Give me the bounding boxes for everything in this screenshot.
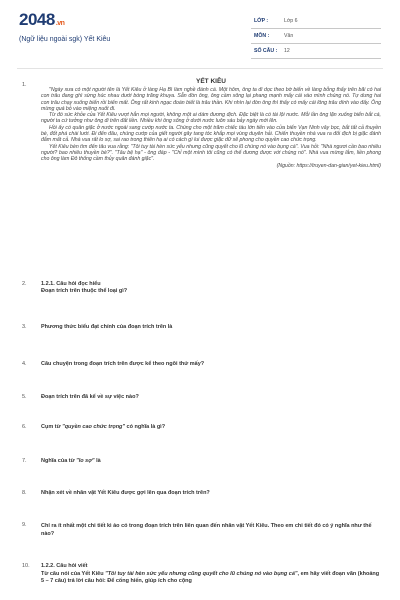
question-number: 6.	[22, 424, 27, 430]
passage-paragraph: Yết Kiêu bèn tìm đến tâu vua rằng: "Tôi tuy tài hèn sức yếu nhưng cũng quyết cho lũ chúng nó vào bụng cá". Vua hỏi: "Nhà ngươi cần bao nhiêu người? bao nhiêu thuyền bè?". "Tâu bệ hạ" - ông đáp - "Chỉ một mình tôi cũng có thể đương được với chúng nó". Nhà vua mừng lắm, liền phong cho ông làm Đô thống cầm thủy quân đánh giặc".	[41, 143, 381, 163]
header-divider	[17, 68, 383, 69]
question-text: Từ câu nói của Yết Kiêu "Tôi tuy tài hèn sức yếu nhưng cũng quyết cho lũ chúng nó vào bụng cá", em hãy viết đoạn văn (khoảng 5 – 7 câu) trả lời câu hỏi: Để cống hiến, giúp ích cho cộng	[41, 570, 380, 584]
question-text: Cụm từ "quyền cao chức trọng" có nghĩa là gì?	[41, 424, 166, 430]
question-number: 8.	[22, 490, 27, 496]
document-title: (Ngữ liệu ngoài sgk) Yết Kiêu	[19, 36, 111, 43]
meta-row-question-count: SỐ CÂU : 12	[251, 44, 381, 59]
question-number: 5.	[22, 394, 27, 400]
question-text: Nghĩa của từ "lo sợ" là	[41, 458, 101, 464]
site-logo[interactable]: 2048.vn	[19, 10, 65, 29]
page-header	[0, 0, 400, 68]
question-text: Chỉ ra ít nhất một chi tiết kì ảo có trong đoạn trích trên liên quan đến nhân vật Yết Kiêu. Theo em chi tiết đó có ý nghĩa như thế nào?	[41, 523, 372, 537]
question-text: Đoạn trích trên đã kể về sự việc nào?	[41, 394, 139, 400]
question-number: 4.	[22, 361, 27, 367]
question-number: 10.	[22, 563, 30, 569]
passage-paragraph: Từ đó sức khỏe của Yết Kiêu vượt hẳn mọi người, không một ai dám đương địch. Đặc biệt là có tài lội nước. Mỗi lần ông lặn xuống biển bắt cá, người ta cứ tưởng như ông đi trên đất liền. Nhiều khi ông sống ở dưới nước luôn sáu bảy ngày mới lên.	[41, 112, 381, 125]
section-title: 1.2.2. Câu hỏi viết	[41, 563, 88, 569]
question-text: Phương thức biểu đạt chính của đoạn trích trên là	[41, 324, 173, 330]
question-number: 1.	[22, 82, 27, 88]
passage-source: (Nguồn: https://truyen-dan-gian/yet-kieu.html)	[276, 162, 381, 169]
passage-paragraph: Hồi ấy có quân giặc ở nước ngoài sang cướp nước ta. Chúng cho một trăm chiếc tàu lớn tiến vào cửa biển Vạn Ninh vây bọc, bắt tất cả thuyền bè, đốt phá chài lưới. Đi đến đâu, chúng cướp của giết người gây tang tóc khắp mọi vùng duyên hải. Chiến thuyền nhà vua ra đối địch bị giặc đánh đắm mất cả. Nhà vua rất lo sợ, sai rao trong thiên hạ ai có cách gì lui được giặc dữ sẽ phong cho quyền cao chức trọng.	[41, 124, 381, 144]
passage-paragraph: "Ngày xưa có một người tên là Yết Kiêu ở làng Hạ Bì làm nghề đánh cá. Một hôm, ông ta đi dọc theo bờ biển về làng bỗng thấy trên bãi có hai con trâu đang ghì sừng húc nhau dưới bóng trăng khuya. Sẵn đòn ông, ông cầm xông lại phang mạnh mấy cái vào mình chúng nó. Tự dưng hai con trâu chạy xuống biển rồi biến mất. Ông rất kinh ngạc đoán biết là trâu thần. Khi nhìn lại đòn ông thì thấy có mấy cái lông trâu dính vào đấy. Ông mừng quá bỏ vào miệng nuốt đi.	[41, 87, 381, 112]
meta-row-grade: LỚP : Lớp 6	[251, 14, 381, 29]
question-number: 3.	[22, 324, 27, 330]
section-title: 1.2.1. Câu hỏi đọc hiểu	[41, 281, 101, 287]
question-number: 9.	[22, 522, 27, 528]
meta-row-subject: MÔN : Văn	[251, 29, 381, 44]
question-text: Đoạn trích trên thuộc thể loại gì?	[41, 288, 128, 294]
passage-body	[41, 78, 381, 169]
question-text: Câu chuyện trong đoạn trích trên được kể theo ngôi thứ mấy?	[41, 361, 205, 367]
passage-title: YẾT KIÊU	[196, 78, 226, 85]
question-text: Nhận xét về nhân vật Yết Kiêu được gợi lên qua đoạn trích trên?	[41, 490, 210, 496]
question-number: 7.	[22, 458, 27, 464]
meta-table	[251, 14, 381, 59]
question-number: 2.	[22, 281, 27, 287]
